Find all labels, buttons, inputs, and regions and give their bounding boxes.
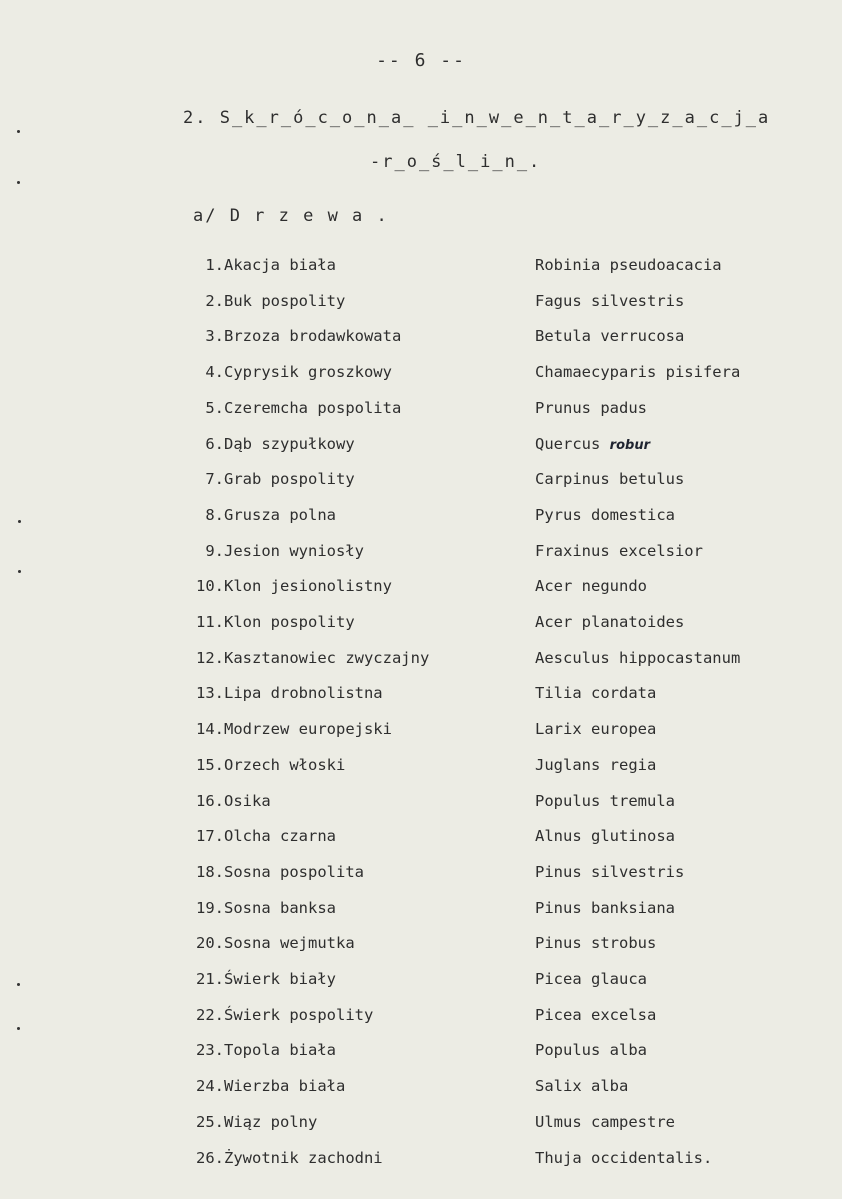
tree-number: 17. [196, 827, 224, 846]
tree-row [0, 506, 842, 530]
tree-polish-name: Świerk pospolity [224, 1005, 374, 1024]
tree-number: 7. [205, 470, 224, 489]
tree-number: 25. [196, 1112, 224, 1131]
tree-row [0, 827, 842, 851]
tree-latin-name [535, 613, 684, 631]
tree-polish-name: Dąb szypułkowy [224, 434, 355, 453]
tree-number: 22. [196, 1005, 224, 1024]
margin-mark [17, 181, 20, 184]
tree-row [0, 292, 842, 316]
tree-latin-text: Pyrus domestica [535, 505, 675, 524]
tree-latin-name [535, 756, 656, 774]
document-subtitle: -r_o_ś_l_i_n_. [370, 152, 542, 172]
tree-latin-text: Prunus padus [535, 398, 647, 417]
tree-latin-name [535, 1113, 675, 1131]
tree-polish-name: Jesion wyniosły [224, 541, 364, 560]
tree-latin-text: Aesculus hippocastanum [535, 648, 741, 667]
tree-latin-text: Populus tremula [535, 791, 675, 810]
tree-number: 11. [196, 613, 224, 631]
tree-latin-text: Ulmus campestre [535, 1112, 675, 1131]
tree-latin-name [535, 292, 684, 310]
margin-mark [17, 1027, 20, 1030]
document-title: 2. S_k_r_ó_c_o_n_a_ _i_n_w_e_n_t_a_r_y_z_a_c_j_a [183, 108, 771, 128]
tree-number: 3. [205, 327, 224, 346]
tree-number: 26. [196, 1148, 224, 1167]
tree-polish-name: Topola biała [224, 1041, 336, 1060]
tree-number: 6. [205, 434, 224, 453]
tree-row [0, 720, 842, 744]
tree-latin-text: Acer planatoides [535, 613, 685, 631]
margin-mark [17, 983, 20, 986]
tree-number: 2. [205, 291, 224, 310]
tree-polish-name: Klon jesionolistny [224, 577, 392, 596]
tree-row [0, 577, 842, 601]
tree-polish-name: Wiąz polny [224, 1112, 318, 1131]
tree-number: 5. [205, 398, 224, 417]
tree-latin-name [535, 506, 675, 524]
tree-row [0, 756, 842, 780]
tree-latin-name [535, 435, 650, 453]
tree-number: 18. [196, 862, 224, 881]
tree-latin-name [535, 827, 675, 845]
tree-row [0, 684, 842, 708]
tree-polish-name: Olcha czarna [224, 827, 336, 846]
tree-latin-text: Populus alba [535, 1041, 647, 1060]
tree-latin-name [535, 363, 740, 381]
tree-latin-name [535, 899, 675, 917]
tree-latin-name [535, 720, 656, 738]
tree-row [0, 934, 842, 958]
tree-polish-name: Brzoza brodawkowata [224, 327, 402, 346]
tree-polish-name: Buk pospolity [224, 291, 346, 310]
tree-polish-name: Sosna pospolita [224, 862, 364, 881]
tree-latin-text: Alnus glutinosa [535, 827, 675, 846]
tree-number: 16. [196, 791, 224, 810]
tree-latin-name [535, 1149, 712, 1167]
tree-number: 24. [196, 1077, 224, 1096]
tree-latin-name [535, 934, 656, 952]
tree-row [0, 1041, 842, 1065]
tree-number: 14. [196, 720, 224, 739]
tree-polish-name: Lipa drobnolistna [224, 684, 383, 703]
tree-latin-text: Salix alba [535, 1077, 629, 1096]
tree-polish-name: Cyprysik groszkowy [224, 363, 392, 382]
tree-number: 12. [196, 648, 224, 667]
tree-row [0, 649, 842, 673]
tree-polish-name: Wierzba biała [224, 1077, 346, 1096]
tree-latin-name [535, 1006, 656, 1024]
tree-number: 15. [196, 755, 224, 774]
tree-row [0, 256, 842, 280]
tree-polish-name: Żywotnik zachodni [224, 1148, 383, 1167]
tree-polish-name: Kasztanowiec zwyczajny [224, 648, 430, 667]
tree-latin-text: Carpinus betulus [535, 470, 685, 489]
tree-latin-name [535, 863, 684, 881]
tree-number: 19. [196, 898, 224, 917]
tree-polish-name: Czeremcha pospolita [224, 398, 402, 417]
tree-latin-text: Picea glauca [535, 970, 647, 988]
tree-row [0, 863, 842, 887]
margin-mark [18, 520, 21, 523]
tree-row [0, 542, 842, 566]
tree-latin-text: Fagus silvestris [535, 291, 685, 310]
page-number: -- 6 -- [376, 50, 466, 71]
section-heading: a/ D r z e w a . [193, 206, 389, 226]
tree-number: 9. [205, 541, 224, 560]
tree-latin-text: Pinus banksiana [535, 898, 675, 917]
tree-row [0, 399, 842, 423]
tree-number: 4. [205, 363, 224, 382]
tree-polish-name: Osika [224, 791, 271, 810]
tree-row [0, 613, 842, 637]
tree-row [0, 970, 842, 994]
tree-row [0, 1006, 842, 1030]
tree-latin-text: Betula verrucosa [535, 327, 685, 346]
tree-latin-text: Pinus strobus [535, 934, 657, 953]
tree-polish-name: Klon pospolity [224, 613, 355, 631]
tree-row [0, 1113, 842, 1137]
tree-latin-name [535, 542, 703, 560]
tree-latin-name [535, 327, 684, 345]
tree-latin-text: Chamaecyparis pisifera [535, 363, 741, 382]
tree-number: 10. [196, 577, 224, 596]
tree-polish-name: Modrzew europejski [224, 720, 392, 739]
margin-mark [18, 570, 21, 573]
tree-latin-text: Tilia cordata [535, 684, 657, 703]
tree-polish-name: Świerk biały [224, 970, 336, 988]
tree-latin-text: Thuja occidentalis. [535, 1148, 713, 1167]
tree-row [0, 899, 842, 923]
tree-latin-name [535, 577, 647, 595]
tree-row [0, 435, 842, 459]
tree-latin-name [535, 256, 722, 274]
tree-latin-text: Juglans regia [535, 755, 657, 774]
tree-latin-text: Fraxinus excelsior [535, 541, 703, 560]
tree-row [0, 792, 842, 816]
tree-polish-name: Sosna wejmutka [224, 934, 355, 953]
tree-row [0, 470, 842, 494]
tree-latin-name [535, 1077, 628, 1095]
tree-number: 1. [205, 256, 224, 274]
tree-latin-text: Acer negundo [535, 577, 647, 596]
tree-latin-text: Robinia pseudoacacia [535, 256, 722, 274]
tree-polish-name: Akacja biała [224, 256, 336, 274]
handwritten-correction: robur [609, 437, 650, 453]
margin-mark [17, 130, 20, 133]
tree-row [0, 327, 842, 351]
tree-latin-name [535, 684, 656, 702]
tree-number: 8. [205, 505, 224, 524]
tree-row [0, 1149, 842, 1173]
tree-polish-name: Grab pospolity [224, 470, 355, 489]
tree-polish-name: Grusza polna [224, 505, 336, 524]
tree-latin-name [535, 792, 675, 810]
tree-latin-text: Pinus silvestris [535, 862, 685, 881]
tree-number: 13. [196, 684, 224, 703]
tree-latin-text: Picea excelsa [535, 1005, 657, 1024]
tree-polish-name: Sosna banksa [224, 898, 336, 917]
tree-latin-name [535, 399, 647, 417]
tree-latin-name [535, 970, 647, 988]
tree-latin-text: Quercus [535, 434, 601, 453]
tree-row [0, 1077, 842, 1101]
tree-number: 23. [196, 1041, 224, 1060]
tree-row [0, 363, 842, 387]
tree-number: 20. [196, 934, 224, 953]
tree-polish-name: Orzech włoski [224, 755, 346, 774]
tree-latin-name [535, 1041, 647, 1059]
tree-latin-name [535, 470, 684, 488]
tree-latin-text: Larix europea [535, 720, 657, 739]
tree-latin-name [535, 649, 740, 667]
tree-number: 21. [196, 970, 224, 988]
